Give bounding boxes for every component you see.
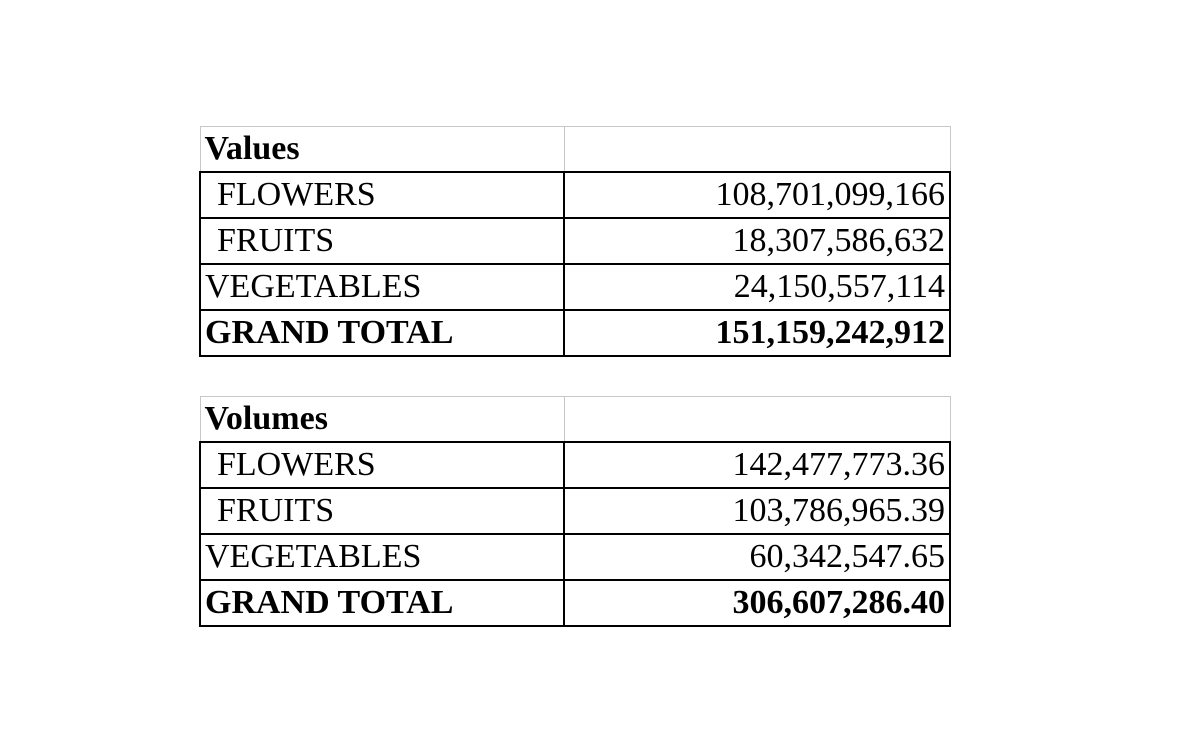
table-row (200, 488, 950, 534)
grand-total-row (200, 310, 950, 356)
row-label: VEGETABLES (200, 534, 564, 580)
table-row (200, 172, 950, 218)
table-row (200, 534, 950, 580)
row-value: 103,786,965.39 (564, 488, 950, 534)
row-label: FRUITS (200, 218, 564, 264)
values-table (199, 126, 951, 357)
grand-total-value: 151,159,242,912 (564, 310, 950, 356)
row-value: 142,477,773.36 (564, 442, 950, 488)
grand-total-label: GRAND TOTAL (200, 310, 564, 356)
row-value: 108,701,099,166 (564, 172, 950, 218)
row-label: FLOWERS (200, 442, 564, 488)
row-value: 60,342,547.65 (564, 534, 950, 580)
table-header-row (200, 127, 950, 173)
grand-total-value: 306,607,286.40 (564, 580, 950, 626)
grand-total-row (200, 580, 950, 626)
row-label: VEGETABLES (200, 264, 564, 310)
row-value: 24,150,557,114 (564, 264, 950, 310)
table-header-label: Volumes (200, 397, 564, 443)
grand-total-label: GRAND TOTAL (200, 580, 564, 626)
table-header-label: Values (200, 127, 564, 173)
row-label: FRUITS (200, 488, 564, 534)
table-row (200, 218, 950, 264)
row-value: 18,307,586,632 (564, 218, 950, 264)
row-label: FLOWERS (200, 172, 564, 218)
table-header-empty-cell (564, 397, 950, 443)
table-header-row (200, 397, 950, 443)
table-row (200, 442, 950, 488)
table-row (200, 264, 950, 310)
table-header-empty-cell (564, 127, 950, 173)
volumes-table (199, 396, 951, 627)
